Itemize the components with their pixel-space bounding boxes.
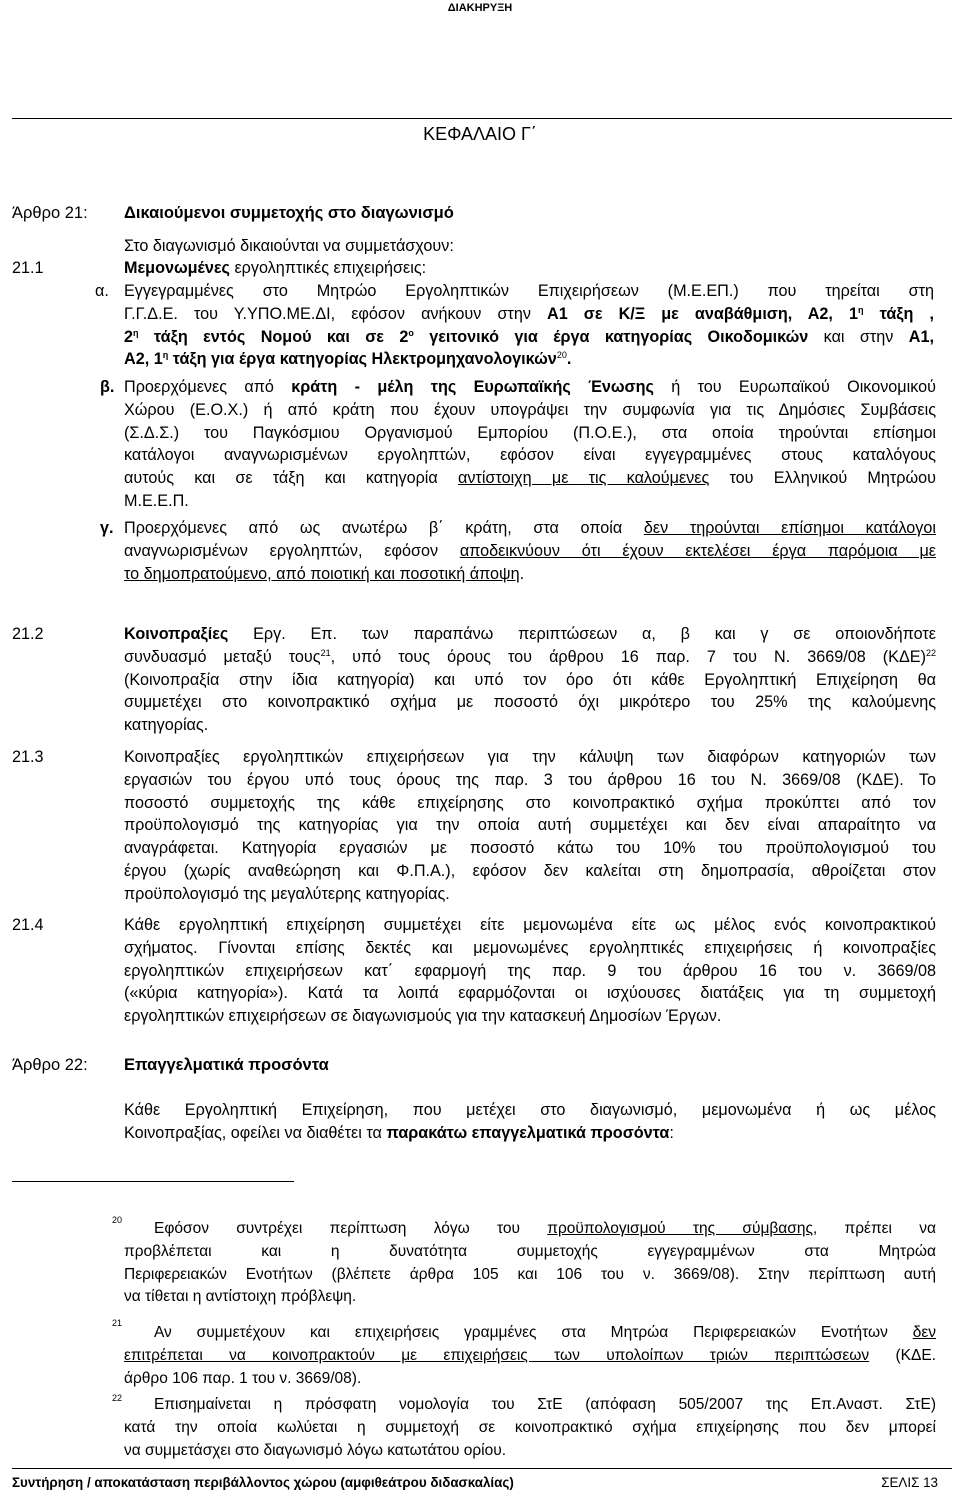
footnote-20-text: Εφόσον συντρέχει περίπτωση λόγω του προϋπολογισμού της σύμβασης, πρέπει να προβλέπεται και η δυνατότητα συμμετοχής εγγεγραμμένων στα Μητρώα Περιφερειακών Ενοτήτων (βλέπετε άρθρα 105 και 106 του ν. 3669/08). Στην περίπτωση αυτή να τίθεται η αντίστοιχη πρόβλεψη. <box>124 1220 936 1306</box>
section-21-1-title: Μεμονωμένες εργοληπτικές επιχειρήσεις: <box>124 259 427 277</box>
item-b-text: Προερχόμενες από κράτη - μέλη της Ευρωπαϊκής Ένωσης ή του Ευρωπαϊκού Οικονομικού Χώρου (Ε.Ο.Χ.) ή από κράτη που έχουν υπογράψει την συμφωνία για τις Δημόσιες Συμβάσεις (Σ.Δ.Σ.) του Παγκόσμιου Οργανισμού Εμπορίου (Π.Ο.Ε.), στα οποία τηρούνται επίσημοι κατάλογοι αναγνωρισμένων εργοληπτών, εφόσον είναι εγγεγραμμένες στους καταλόγους αυτούς και σε τάξη και κατηγορία αντίστοιχη με τις καλούμενες του Ελληνικού Μητρώου Μ.Ε.Ε.Π. <box>124 378 936 510</box>
footnote-22-number: 22 <box>112 1393 123 1403</box>
footnote-21-text: Αν συμμετέχουν και επιχειρήσεις γραμμένες στα Μητρώα Περιφερειακών Ενοτήτων δεν επιτρέπεται να κοινοπρακτούν με επιχειρήσεις των υπολοίπων τριών περιπτώσεων (ΚΔΕ. άρθρο 106 παρ. 1 του ν. 3669/08). <box>124 1324 936 1387</box>
footnote-21-number: 21 <box>112 1318 123 1328</box>
footnote-20-number: 20 <box>112 1215 123 1225</box>
item-c-text: Προερχόμενες από ως ανωτέρω β΄ κράτη, στα οποία δεν τηρούνται επίσημοι κατάλογοι αναγνωρισμένων εργοληπτών, εφόσον αποδεικνύουν ότι έχουν εκτελέσει έργα παρόμοια με το δημοπρατούμενο, από ποιοτική και ποσοτική άποψη. <box>124 519 937 583</box>
doc-header: ΔΙΑΚΗΡΥΞΗ <box>447 2 513 14</box>
article-21-intro: Στο διαγωνισμό δικαιούνται να συμμετάσχουν: <box>124 237 454 255</box>
section-21-4-number: 21.4 <box>12 916 44 934</box>
item-a-letter: α. <box>95 282 109 300</box>
footnote-rule <box>12 1181 294 1182</box>
footer-rule <box>12 1468 952 1469</box>
footnote-22-text: Επισημαίνεται η πρόσφατη νομολογία του ΣτΕ (απόφαση 505/2007 της Επ.Αναστ. ΣτΕ) κατά την οποία κωλύεται η συμμετοχή σε κοινοπρακτικό σχήμα επιχείρησης που δεν μπορεί να συμμετάσχει στο διαγωνισμό λόγω κατωτάτου ορίου. <box>124 1396 936 1459</box>
chapter-title: ΚΕΦΑΛΑΙΟ Γ΄ <box>423 124 537 144</box>
article-21-number: Άρθρο 21: <box>12 204 88 222</box>
header-rule <box>12 118 952 119</box>
article-22-title: Επαγγελματικά προσόντα <box>124 1056 329 1074</box>
article-22-text: Κάθε Εργοληπτική Επιχείρηση, που μετέχει στο διαγωνισμό, μεμονωμένα ή ως μέλος Κοινοπραξίας, οφείλει να διαθέτει τα παρακάτω επαγγελματικά προσόντα: <box>124 1101 936 1142</box>
section-21-3-text: Κοινοπραξίες εργοληπτικών επιχειρήσεων για την κάλυψη των διαφόρων κατηγοριών των εργασιών του έργου υπό τους όρους της παρ. 3 του άρθρου 16 του Ν. 3669/08 (ΚΔΕ). Το ποσοστό συμμετοχής της κάθε επιχείρησης στο κοινοπρακτικό σχήμα προκύπτει από τον προϋπολογισμό της κατηγορίας για την οποία αυτή συμμετέχει και δεν είναι απαραίτητο να αναγράφεται. Κατηγορία εργασιών με ποσοστό κάτω του 10% του προϋπολογισμού του έργου (χωρίς αναθεώρηση και Φ.Π.Α.), εφόσον δεν καλείται στη δημοπρασία, αθροίζεται στον προϋπολογισμό της μεγαλύτερης κατηγορίας. <box>124 748 936 903</box>
item-a-text: Εγγεγραμμένες στο Μητρώο Εργοληπτικών Επιχειρήσεων (Μ.Ε.ΕΠ.) που τηρείται στη Γ.Γ.Δ.Ε. του Υ.ΥΠΟ.ΜΕ.ΔΙ, εφόσον ανήκουν στην Α1 σε Κ/Ξ με αναβάθμιση, Α2, $1^\eta$ τάξη , $2^\eta$ τάξη εντός Νομού και σε $2^o$ γειτονικό για έργα κατηγορίας Οικοδομικών και στην Α1, Α2, $1^\eta$ τάξη για έργα κατηγορίας Ηλεκτρομηχανολογικών$^{20}$. <box>124 282 934 369</box>
footer-title: Συντήρηση / αποκατάσταση περιβάλλοντος χώρου (αμφιθεάτρου διδασκαλίας) <box>12 1475 514 1490</box>
article-21-title: Δικαιούμενοι συμμετοχής στο διαγωνισμό <box>124 204 454 222</box>
section-21-1-number: 21.1 <box>12 259 44 277</box>
section-21-3-number: 21.3 <box>12 748 44 766</box>
section-21-4-text: Κάθε εργοληπτική επιχείρηση συμμετέχει είτε μεμονωμένα είτε ως μέλος ενός κοινοπρακτικού σχήματος. Γίνονται επίσης δεκτές και μεμονωμένες εργοληπτικές επιχειρήσεις ή κοινοπραξίες εργοληπτικών επιχειρήσεων κατ΄ εφαρμογή της παρ. 9 του άρθρου 16 του ν. 3669/08 («κύρια κατηγορία»). Κατά τα λοιπά εφαρμόζονται οι ισχύουσες διατάξεις για τη συμμετοχή εργοληπτικών επιχειρήσεων σε διαγωνισμούς για την κατασκευή Δημοσίων Έργων. <box>124 916 936 1026</box>
item-b-letter: β. <box>100 378 115 396</box>
item-c-letter: γ. <box>100 519 114 537</box>
section-21-2-number: 21.2 <box>12 625 44 643</box>
article-22-number: Άρθρο 22: <box>12 1056 88 1074</box>
page-number: ΣΕΛΙΣ 13 <box>881 1475 938 1490</box>
section-21-2-text: Κοινοπραξίες Εργ. Επ. των παραπάνω περιπτώσεων α, β και γ σε οποιονδήποτε συνδυασμό μεταξύ τους$^{21}$, υπό τους όρους του άρθρου 16 παρ. 7 του Ν. 3669/08 $(K\Delta E)^{22}$ (Κοινοπραξία στην ίδια κατηγορία) και υπό τον όρο ότι κάθε Εργοληπτική Επιχείρηση θα συμμετέχει στο κοινοπρακτικό σχήμα με ποσοστό όχι μικρότερο του 25% της καλούμενης κατηγορίας. <box>124 625 936 735</box>
